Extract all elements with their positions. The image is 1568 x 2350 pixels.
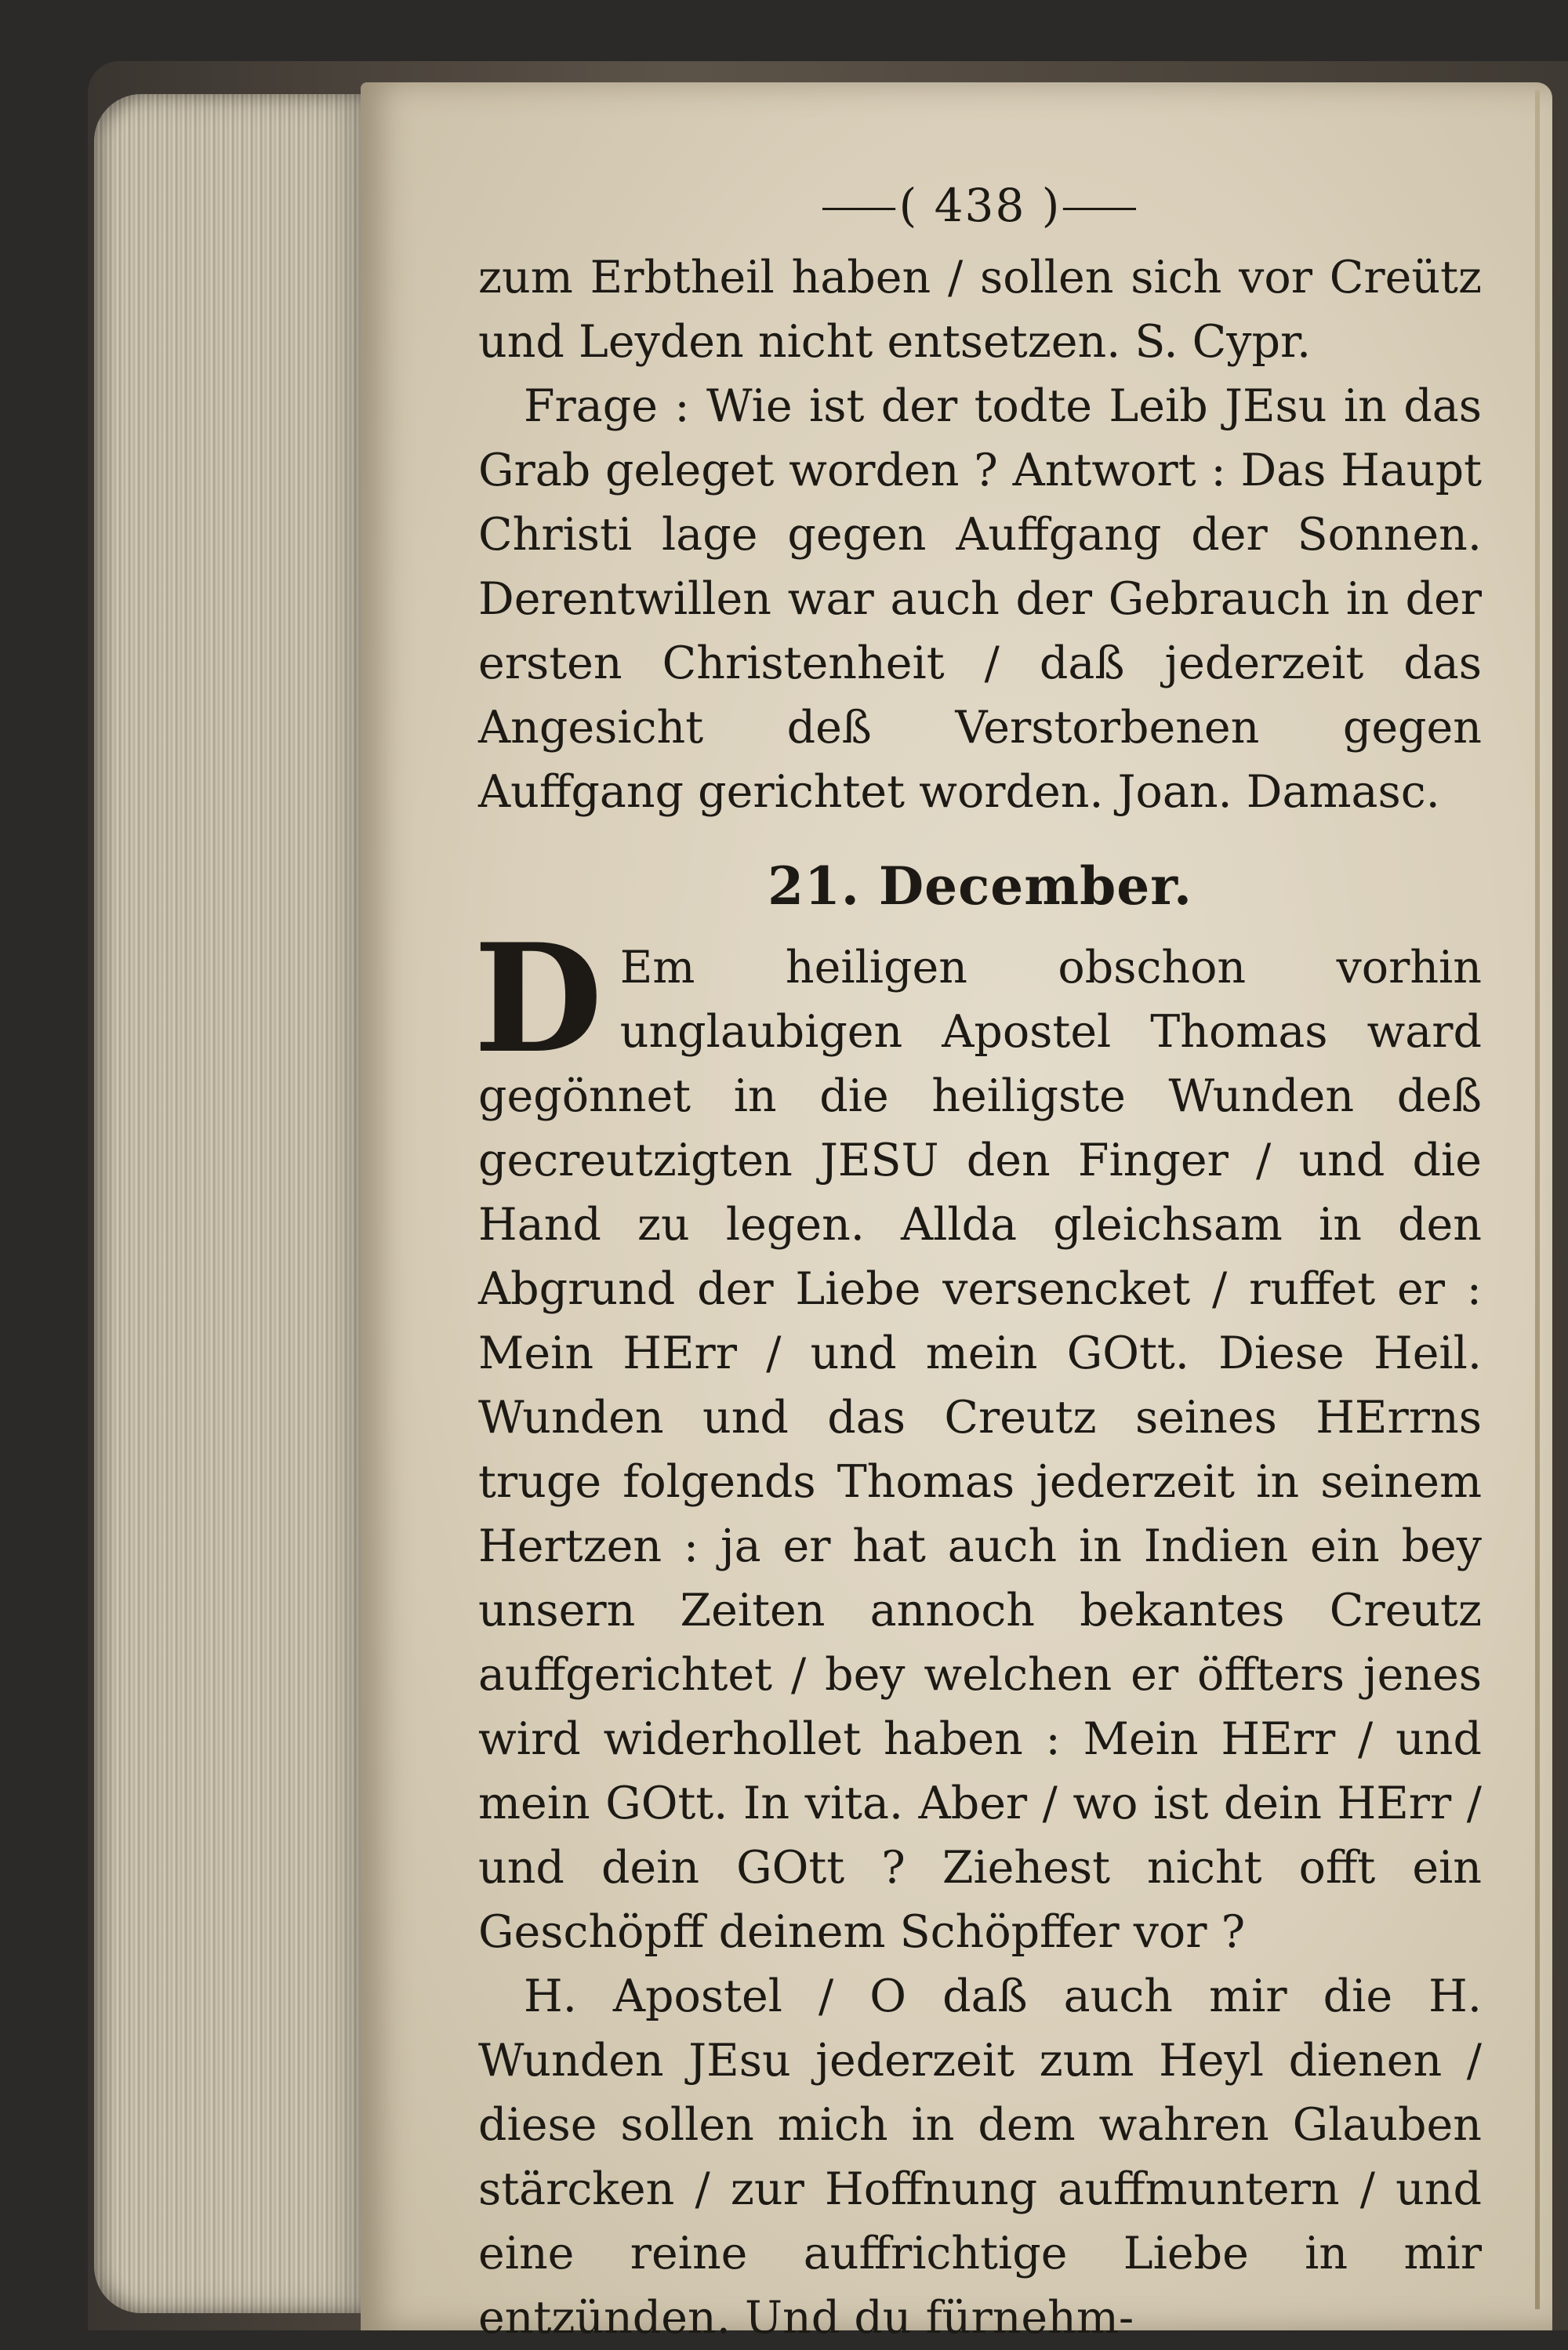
next-page-edge bbox=[1535, 90, 1540, 2309]
paragraph-3-text: Em heiligen obschon vorhin unglaubigen Apostel Thomas ward gegönnet in die heiligste Wunden deß gecreutzigten JESU den Finger / und die Hand zu legen. Allda gleichsam in den Abgrund der Liebe versencket / ruffet er : Mein HErr / und mein GOtt. Diese Heil. Wunden und das Creutz seines HErrns truge folgends Thomas jederzeit in seinem Hertzen : ja er hat auch in Indien ein bey unsern Zeiten annoch bekantes Creutz auffgerichtet / bey welchen er öffters jenes wird widerhollet haben : Mein HErr / und mein GOtt. In vita. Aber / wo ist dein HErr / und dein GOtt ? Ziehest nicht offt ein Geschöpff deinem Schöpffer vor ? bbox=[478, 942, 1482, 1958]
section-heading: 21. December. bbox=[768, 855, 1192, 917]
drop-cap: D bbox=[474, 911, 603, 1086]
paragraph-3 bbox=[474, 911, 1482, 1964]
page-edges bbox=[94, 94, 368, 2313]
page-text bbox=[474, 169, 1482, 2350]
paragraph-1: zum Erbtheil haben / sollen sich vor Creütz und Leyden nicht entsetzen. S. Cypr. bbox=[478, 252, 1482, 368]
running-header: ⸺( 438 )⸺ bbox=[820, 179, 1140, 232]
paragraph-4: H. Apostel / O daß auch mir die H. Wunden JEsu jederzeit zum Heyl dienen / diese sollen mich in dem wahren Glauben stärcken / zur Hoffnung auffmuntern / und eine reine auffrichtige Liebe in mir entzünden. Und du fürnehm- bbox=[478, 1970, 1482, 2344]
paragraph-2: Frage : Wie ist der todte Leib JEsu in das Grab geleget worden ? Antwort : Das Haupt Christi lage gegen Auffgang der Sonnen. Derentwillen war auch der Gebrauch in der ersten Christenheit / daß jederzeit das Angesicht deß Verstorbenen gegen Auffgang gerichtet worden. Joan. Damasc. bbox=[478, 380, 1482, 818]
